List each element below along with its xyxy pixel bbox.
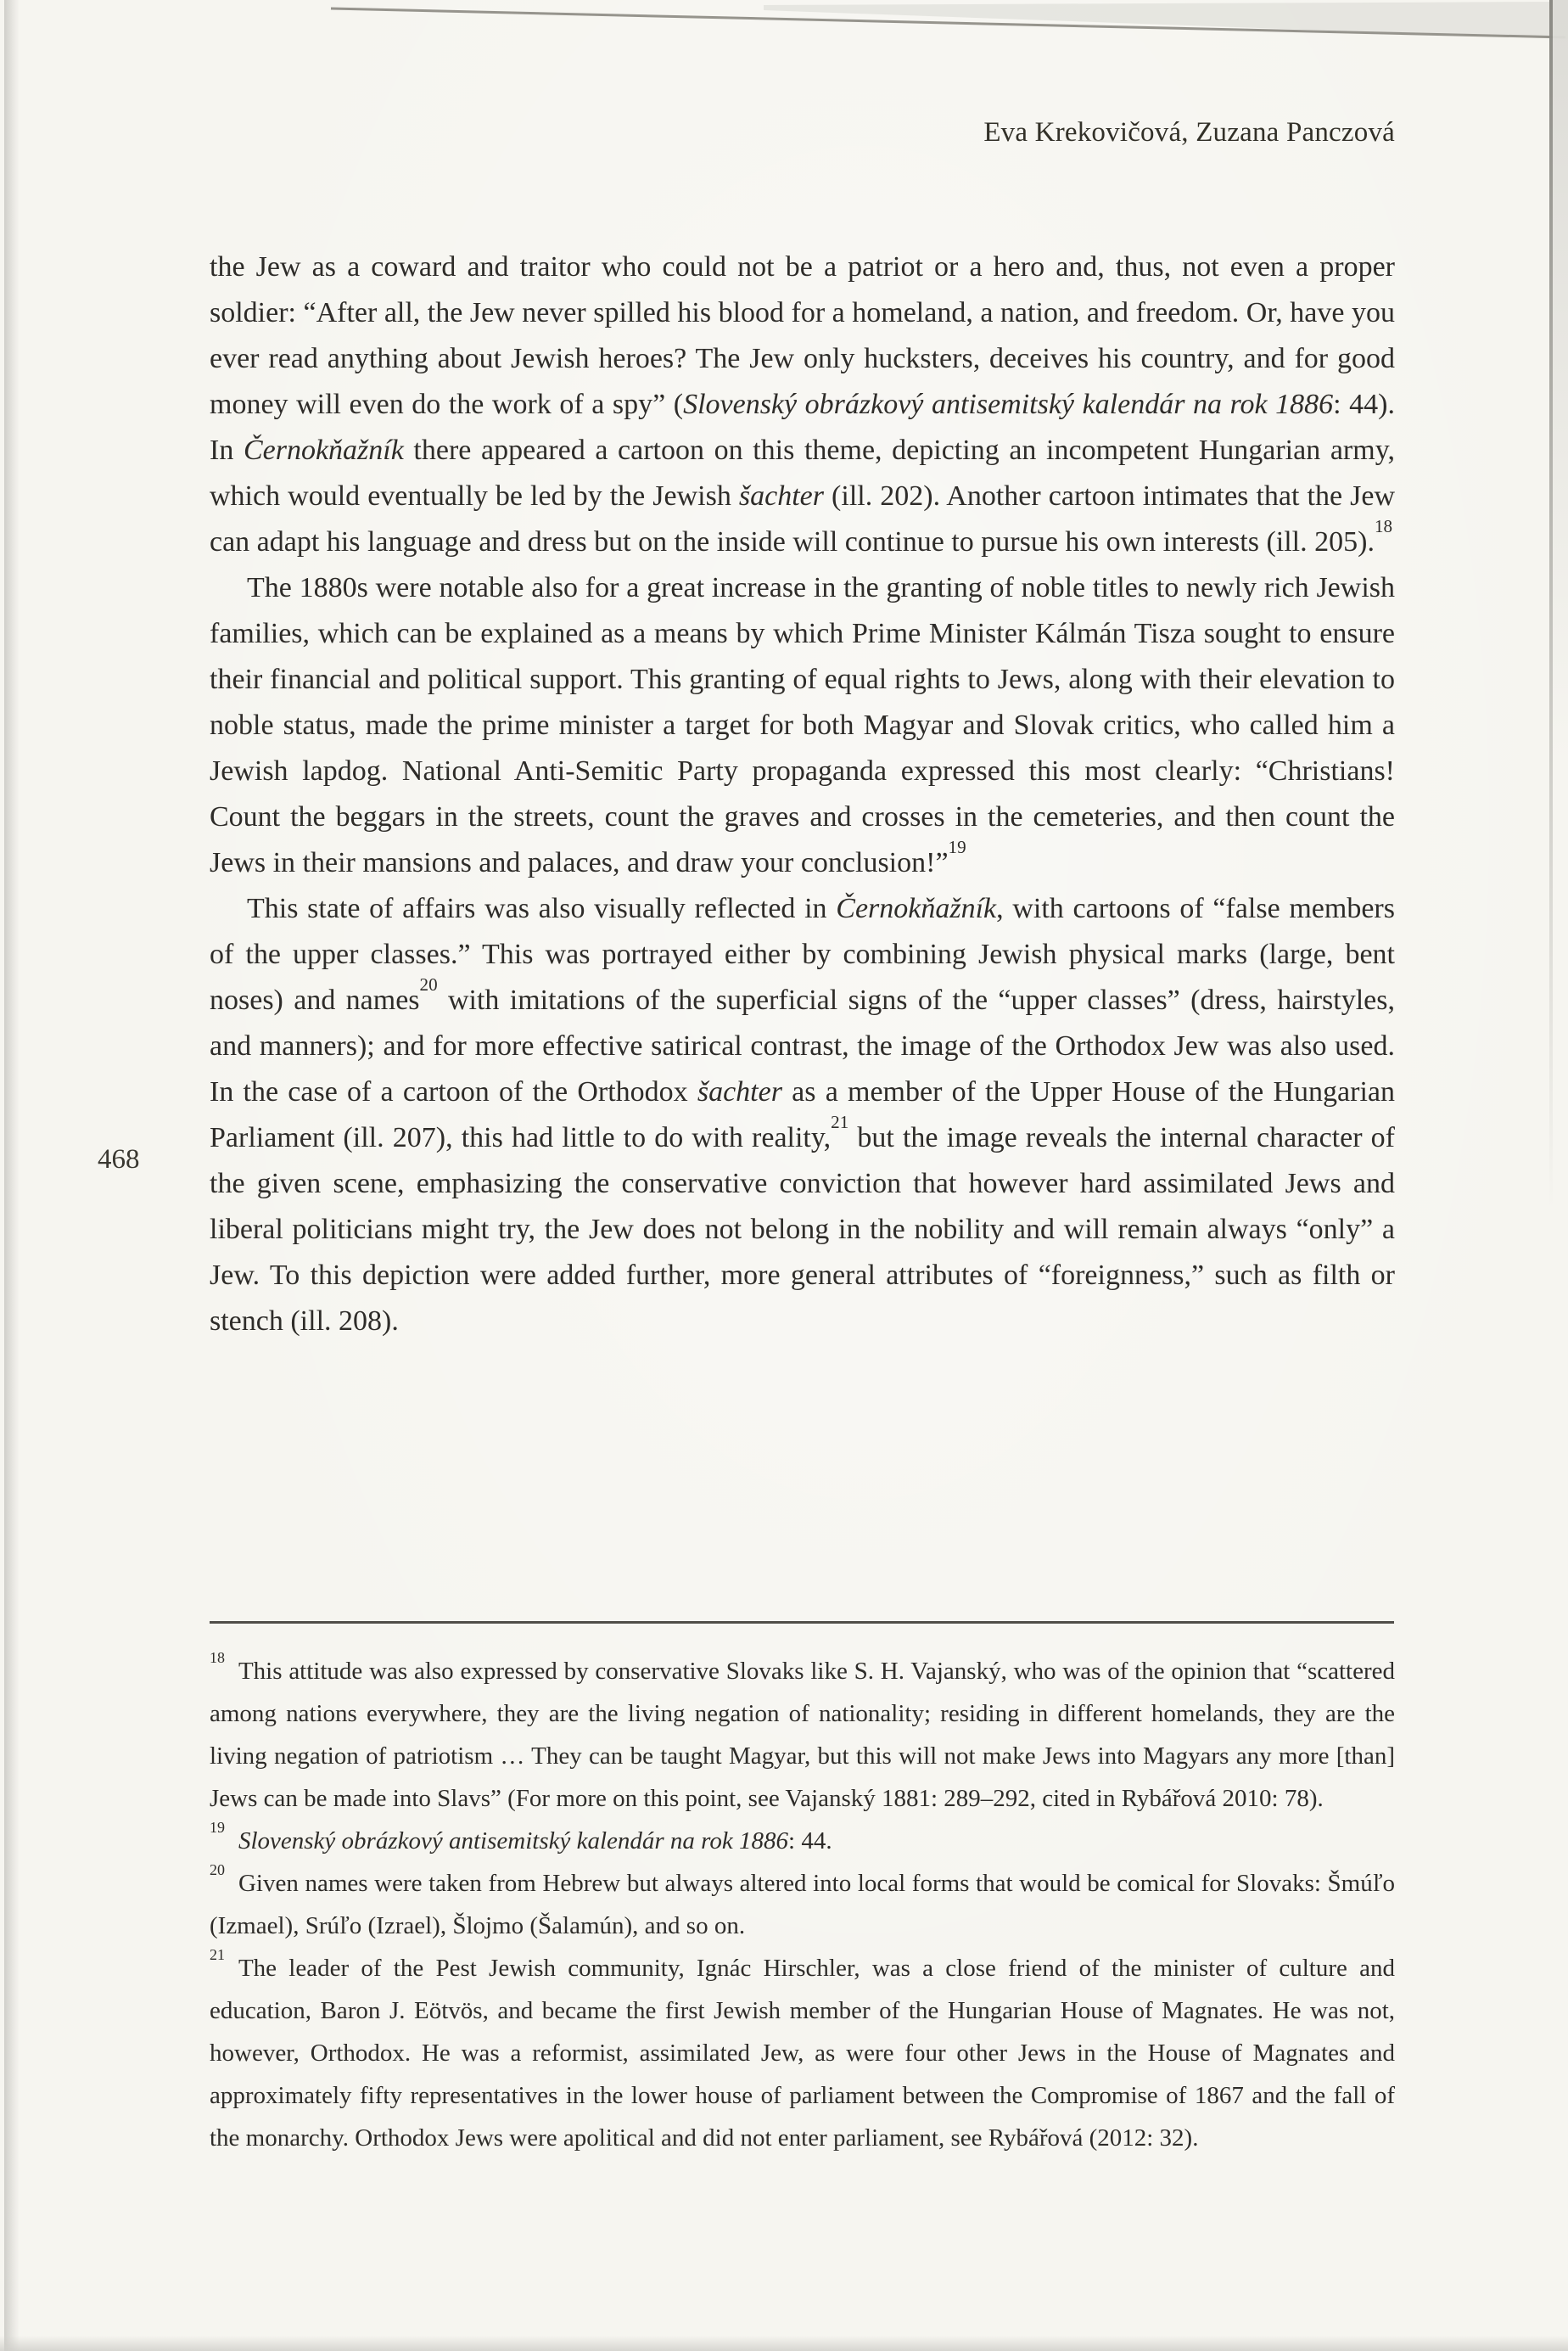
text-segment: as a member of the Upper House of the Hungarian Parliament (ill. 207), this had little to do with reality, xyxy=(210,1076,1395,1153)
text-segment: šachter xyxy=(697,1076,782,1108)
body-text xyxy=(210,244,1395,1344)
page-bottom-edge-shadow xyxy=(0,2336,1568,2351)
text-segment: Slovenský obrázkový antisemitský kalendár na rok 1886 xyxy=(683,389,1334,420)
footnote-separator-rule xyxy=(210,1621,1394,1624)
text-segment: The leader of the Pest Jewish community, Ignác Hirschler, was a close friend of the minister of culture and education, Baron J. Eötvös, and became the first Jewish member of the Hungarian House of Magnates. He was not, however, Orthodox. He was a reformist, assimilated Jew, as were four other Jews in the House of Magnates and approximately fifty representatives in the lower house of parliament between the Compromise of 1867 and the fall of the monarchy. Orthodox Jews were apolitical and did not enter parliament, see Rybářová (2012: 32). xyxy=(210,1955,1395,2152)
text-segment: , with cartoons of “false members of the upper classes.” This was portrayed either by combining Jewish physical marks (large, bent noses) and names xyxy=(210,893,1395,1016)
footnote-21 xyxy=(210,1947,1395,2159)
text-segment: The 1880s were notable also for a great increase in the granting of noble titles to newly rich Jewish families, which can be explained as a means by which Prime Minister Kálmán Tisza sought to ensure their financial and political support. This granting of equal rights to Jews, along with their elevation to noble status, made the prime minister a target for both Magyar and Slovak critics, who called him a Jewish lapdog. National Anti-Semitic Party propaganda expressed this most clearly: “Christians! Count the beggars in the streets, count the graves and crosses in the cemeteries, and then count the Jews in their mansions and palaces, and draw your conclusion!” xyxy=(210,572,1395,878)
text-segment: Černokňažník xyxy=(243,435,404,466)
page-number: 468 xyxy=(98,1144,140,1175)
footnote-text-19 xyxy=(238,1827,832,1854)
footnotes-block xyxy=(210,1650,1395,2159)
text-segment: Černokňažník xyxy=(836,893,997,924)
footnote-text-18 xyxy=(210,1658,1395,1812)
footnote-marker: 19 xyxy=(948,837,966,858)
text-segment: but the image reveals the internal character of the given scene, emphasizing the conservative conviction that however hard assimilated Jews and liberal politicians might try, the Jew does not belong in the nobility and will remain always “only” a Jew. To this depiction were added further, more general attributes of “foreignness,” such as filth or stench (ill. 208). xyxy=(210,1122,1396,1337)
text-segment: : 44. xyxy=(788,1827,832,1854)
footnote-20 xyxy=(210,1862,1395,1947)
body-paragraph-3 xyxy=(210,886,1395,1344)
text-segment: with imitations of the superficial signs of the “upper classes” (dress, hairstyles, and manners); and for more effective satirical contrast, the image of the Orthodox Jew was also used. In the case of a cartoon of the Orthodox xyxy=(210,985,1395,1108)
text-segment: šachter xyxy=(738,480,824,512)
footnote-marker: 20 xyxy=(419,974,438,996)
text-segment: Slovenský obrázkový antisemitský kalendár na rok 1886 xyxy=(238,1827,789,1854)
page-right-edge-shadow xyxy=(1553,0,1568,764)
footnote-number-20: 20 xyxy=(210,1861,225,1879)
footnote-number-19: 19 xyxy=(210,1819,225,1837)
running-head-authors: Eva Krekovičová, Zuzana Panczová xyxy=(983,117,1395,148)
footnote-text-21 xyxy=(210,1955,1395,2152)
text-segment: : 44). In xyxy=(210,389,1395,466)
footnote-marker: 21 xyxy=(831,1112,849,1133)
footnote-number-21: 21 xyxy=(210,1946,225,1964)
text-segment: Given names were taken from Hebrew but always altered into local forms that would be comical for Slovaks: Šmúľo (Izmael), Srúľo (Izrael), Šlojmo (Šalamún), and so on. xyxy=(210,1870,1395,1939)
body-paragraph-2 xyxy=(210,565,1395,886)
text-segment: (ill. 202). Another cartoon intimates that the Jew can adapt his language and dress but on the inside will continue to pursue his own interests (ill. 205). xyxy=(210,480,1395,558)
footnote-number-18: 18 xyxy=(210,1649,225,1667)
footnote-18 xyxy=(210,1650,1395,1820)
text-segment: there appeared a cartoon on this theme, depicting an incompetent Hungarian army, which would eventually be led by the Jewish xyxy=(210,435,1395,512)
footnote-text-20 xyxy=(210,1870,1395,1939)
footnote-marker: 18 xyxy=(1374,516,1393,537)
text-segment: This state of affairs was also visually reflected in xyxy=(247,893,837,924)
text-segment: This attitude was also expressed by conservative Slovaks like S. H. Vajanský, who was of the opinion that “scattered among nations everywhere, they are the living negation of nationality; residing in different homelands, they are the living negation of patriotism … They can be taught Magyar, but this will not make Jews into Magyars any more [than] Jews can be made into Slavs” (For more on this point, see Vajanský 1881: 289–292, cited in Rybářová 2010: 78). xyxy=(210,1658,1395,1812)
footnote-19 xyxy=(210,1820,1395,1862)
page-left-edge-shadow xyxy=(4,0,20,2351)
page-top-edge-line xyxy=(0,0,1568,51)
text-segment: the Jew as a coward and traitor who could not be a patriot or a hero and, thus, not even a proper soldier: “After all, the Jew never spilled his blood for a homeland, a nation, and freedom. Or, have you ever read anything about Jewish heroes? The Jew only hucksters, deceives his country, and for good money will even do the work of a spy” ( xyxy=(210,251,1395,420)
body-paragraph-1 xyxy=(210,244,1395,565)
